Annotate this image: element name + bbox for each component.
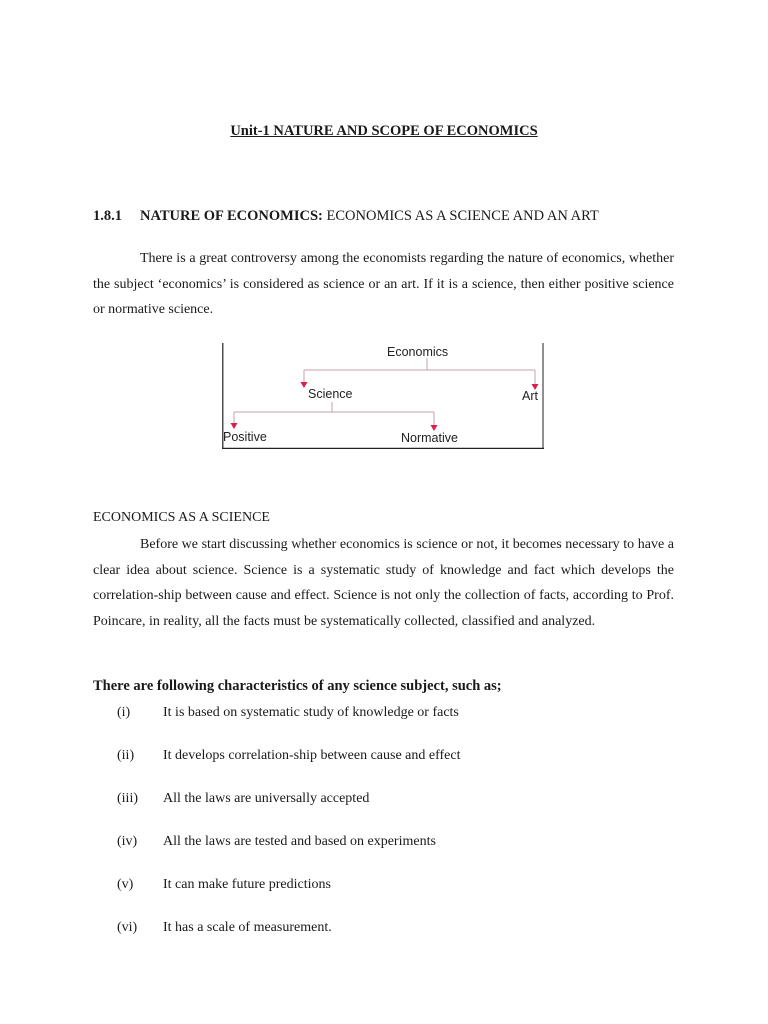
section-bold-title: NATURE OF ECONOMICS: (140, 208, 323, 224)
list-item-text: It develops correlation-ship between cause and effect (163, 748, 461, 763)
unit-title: Unit-1 NATURE AND SCOPE OF ECONOMICS (230, 123, 538, 139)
list-item-text: All the laws are tested and based on experiments (163, 834, 436, 849)
list-item (93, 791, 369, 807)
list-item (93, 705, 459, 721)
list-item-number: (ii) (117, 748, 135, 763)
science-heading: ECONOMICS AS A SCIENCE (93, 510, 270, 525)
node-science: Science (308, 387, 353, 401)
node-positive: Positive (223, 430, 267, 444)
node-normative: Normative (401, 431, 458, 445)
list-item-text: It can make future predictions (163, 877, 331, 892)
intro-paragraph: There is a great controversy among the economists regarding the nature of economics, whether the subject ‘economics’ is considered as science or an art. If it is a science, then either positive science or normative science. (93, 251, 674, 317)
section-number: 1.8.1 (93, 208, 122, 224)
list-item-text: All the laws are universally accepted (163, 791, 370, 806)
economics-tree-diagram (222, 343, 544, 449)
list-item (93, 920, 332, 936)
science-paragraph: Before we start discussing whether economics is science or not, it becomes necessary to have a clear idea about science. Science is a systematic study of knowledge and fact which develops the correlation-ship between cause and effect. Science is not only the collection of facts, according to Prof. Poincare, in reality, all the facts must be systematically collected, classified and analyzed. (93, 537, 674, 629)
characteristics-heading: There are following characteristics of any science subject, such as; (93, 678, 502, 694)
list-item-number: (iii) (117, 791, 138, 806)
list-item (93, 834, 436, 850)
list-item (93, 877, 331, 893)
list-item-number: (iv) (117, 834, 138, 849)
list-item-number: (vi) (117, 920, 138, 935)
list-item-number: (v) (117, 877, 134, 892)
node-art: Art (522, 389, 538, 403)
section-heading (93, 208, 599, 225)
node-economics: Economics (387, 345, 449, 359)
list-item-number: (i) (117, 705, 131, 720)
list-item-text: It has a scale of measurement. (163, 920, 332, 935)
list-item-text: It is based on systematic study of knowledge or facts (163, 705, 459, 720)
section-subtitle: ECONOMICS AS A SCIENCE AND AN ART (322, 208, 599, 224)
list-item (93, 748, 461, 764)
